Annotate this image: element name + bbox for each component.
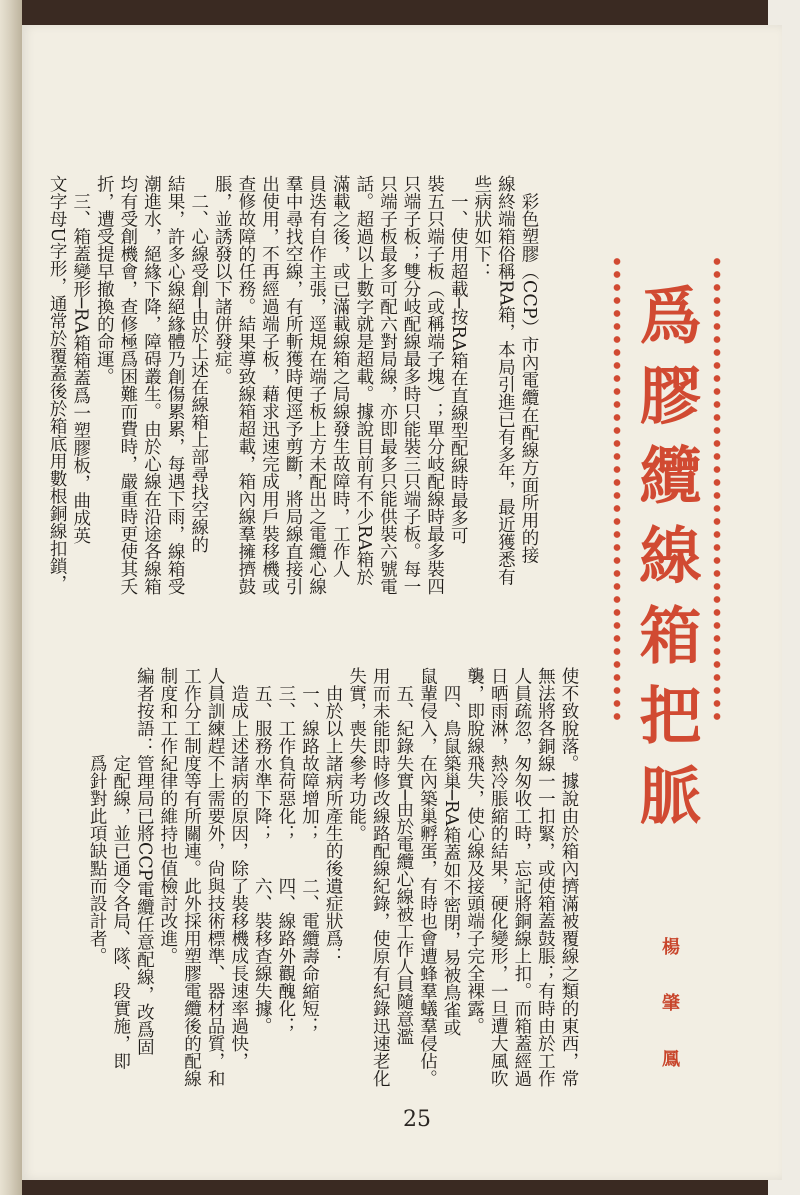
book-page-edges [0, 0, 22, 1195]
document-page [22, 25, 782, 1180]
article-body-upper: 彩色塑膠（CCP）市內電纜在配線方面所用的接 線終端箱俗稱RA箱，本局引進已有多年，最近獲悉有 些病狀如下： 一、使用超載─按RA箱在直線型配線時最多可 裝五只端子板（或稱端子塊）；單分岐配線時最多裝四 只端子板；雙分岐配線最多時只能裝三只端子板。每一 只端子板最多可配六對局線，亦即最多只能供裝六號電 話。超過以上數字就是超載。據說目前有不少RA箱於 滿載之後，或已滿載線箱之局線發生故障時，工作人 員迭有自作主張，逕規在端子板上方未配出之電纜心線 羣中尋找空線，有所斬獲時便逕予剪斷，將局線直接引 出使用，不再經過端子板，藉求迅速完成用戶裝移機或 查修故障的任務。結果導致線箱超載，箱內線羣擁擠鼓 脹，並誘發以下諸併發症。 二、心線受創─由於上述在線箱上部尋找空線的 結果，許多心線絕緣體乃創傷累累，每遇下雨，線箱受 潮進水，絕緣下降，障碍叢生。由於心線在沿途各線箱 均有受創機會，查修極爲困難而費時，嚴重時更使其夭 折，遭受提早撤換的命運。 三、箱蓋變形─RA箱箱蓋爲一塑膠板，曲成英 文字母U字形，通常於覆蓋後於箱底用數根銅線扣鎖， [47, 175, 539, 595]
article-title: 爲膠纜線箱把脈 [629, 283, 702, 843]
article-author: 楊 肇 鳳 [659, 937, 680, 1077]
title-frame-right [712, 255, 722, 725]
page-number: 25 [403, 1107, 431, 1132]
article-body-lower: 使不致脫落。據說由於箱內擠滿被覆線之類的東西，常 無法將各銅線一一扣緊，或使箱蓋鼓脹；有時由於工作 人員疏忽，匆匆收工時，忘記將銅線上扣。而箱蓋經過 日晒雨淋，熱冷脹縮的結果，硬化變形，一旦遭大風吹 襲，即脫線飛失，使心線及接頭端子完全裸露。 四、鳥鼠築巢─RA箱蓋如不密閉，易被鳥雀或 鼠輩侵入，在內築巢孵蛋，有時也會遭蜂羣蟻羣侵佔。 五、紀錄失實─由於電纜心線被工作人員隨意濫 用而未能即時修改線路配線紀錄，使原有紀錄迅速老化 失實，喪失參考功能。 由於以上諸病所產生的後遺症狀爲： 一、線路故障增加； 二、電纜壽命縮短； 三、工作負荷惡化； 四、線路外觀醜化； 五、服務水準下降； 六、裝移查線失據。 造成上述諸病的原因，除了裝移機成長速率過快， 人員訓練趕不上需要外，尙與技術標準、器材品質，和 工作分工制度等有所關連。此外採用塑膠電纜後的配線 制度和工作紀律的維持也值檢討改進。 編者按語：管理局已將CCP電纜任意配線，改爲固 定配線，並已通令各局、隊、段實施，即 爲針對此項缺點而設計者。 [87, 667, 579, 1087]
